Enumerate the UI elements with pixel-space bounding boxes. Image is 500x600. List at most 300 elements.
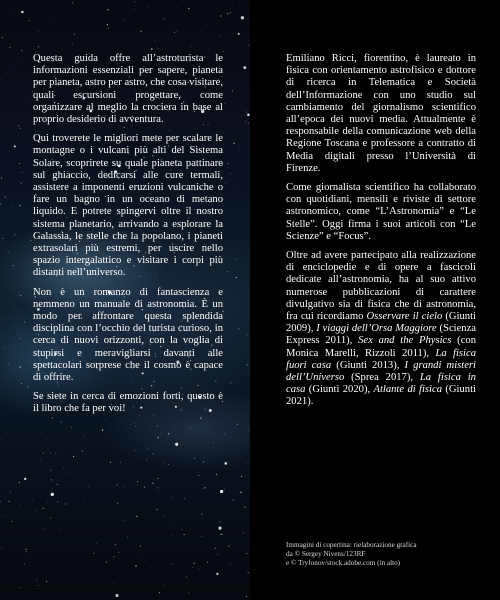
star (19, 163, 20, 164)
star (159, 490, 160, 491)
star (238, 472, 239, 473)
star (224, 103, 225, 104)
star (18, 295, 19, 296)
star (160, 434, 161, 435)
star (21, 349, 22, 350)
star (131, 425, 132, 426)
star (157, 487, 158, 488)
star (134, 450, 135, 451)
star (168, 433, 169, 434)
star (35, 511, 36, 512)
star (83, 435, 84, 436)
star (35, 438, 36, 439)
star (240, 492, 241, 493)
star (150, 596, 151, 597)
star (135, 426, 136, 427)
book-title-1: Osservare il cielo (366, 311, 443, 323)
star (157, 48, 158, 49)
star (171, 497, 172, 498)
star (203, 461, 204, 462)
bio-paragraph-2: Come giornalista scientifico ha collaborato con quotidiani, mensili e riviste di settore astronomico, come “L’Astronomia” e “Le Stelle”. Oggi firma i suoi articoli con “Le Scienze” e “Focus”. (286, 182, 476, 242)
star (147, 448, 148, 449)
star (55, 453, 56, 454)
star (47, 431, 48, 432)
star (236, 259, 237, 260)
star (32, 580, 33, 581)
star (165, 571, 166, 572)
star (230, 173, 231, 174)
star (138, 556, 139, 557)
star (146, 459, 147, 460)
star (238, 328, 239, 329)
star (152, 483, 153, 484)
star (5, 197, 6, 198)
star (10, 492, 11, 493)
star (46, 439, 47, 440)
star (50, 4, 51, 5)
bio-3-sep-2: (Scienza Express 2011), (286, 323, 477, 347)
star (9, 364, 10, 365)
star (1, 248, 2, 249)
star (207, 562, 208, 563)
star (216, 474, 217, 475)
star (224, 489, 225, 490)
star (43, 508, 44, 509)
star (9, 47, 10, 48)
bio-3-sep-7: (Giunti 2021). (286, 384, 476, 408)
star (51, 493, 54, 496)
star (152, 453, 153, 454)
star (29, 242, 30, 243)
star (190, 428, 191, 429)
star (207, 25, 208, 26)
star (28, 103, 29, 104)
star (115, 544, 116, 545)
star (197, 6, 198, 7)
star (248, 22, 249, 23)
star (158, 437, 159, 438)
star (227, 167, 228, 168)
star (220, 521, 221, 522)
star (241, 476, 242, 477)
star (151, 567, 152, 568)
star (243, 66, 246, 69)
star (175, 443, 178, 446)
star (11, 205, 12, 206)
star (166, 40, 167, 41)
star (215, 548, 216, 549)
star (140, 546, 141, 547)
bio-3-sep-5: (Sprea 2017), (344, 372, 420, 384)
star (21, 11, 23, 13)
star (225, 183, 226, 184)
star (227, 13, 228, 14)
star (217, 554, 218, 555)
star (24, 564, 25, 565)
star (59, 529, 60, 530)
star (34, 48, 35, 49)
star (12, 521, 13, 522)
star (113, 583, 114, 584)
star (176, 427, 177, 428)
star (20, 367, 21, 368)
star (36, 579, 37, 580)
credits-line-1: Immagini di copertina: rielaborazione grafica (286, 541, 417, 549)
author-bio (286, 53, 476, 416)
star (118, 552, 119, 553)
star (21, 183, 22, 184)
star (238, 184, 239, 185)
star (5, 348, 6, 349)
star (148, 450, 149, 451)
book-title-5: I grandi misteri dell’Universo (286, 359, 476, 384)
star (38, 46, 39, 47)
star (245, 507, 246, 508)
star (72, 43, 73, 44)
bio-paragraph-1: Emiliano Ricci, fiorentino, è laureato in fisica con orientamento astrofisico e dottore di ricerca in Telematica e Società dell’Informazione con uno studio sul cambiamento del giornalismo scientifico all’epoca dei nuovi media. Attualmente è responsabile della comunicazione web della Regione Toscana e professore a contratto di Media digitali presso l’Università di Firenze. (286, 53, 476, 174)
blurb-paragraph-1: Questa guida offre all’astroturista le informazioni essenziali per sapere, pianeta per pianeta, astro per astro, che cosa visitare, quali escursioni progettare, come organizzare al meglio la crociera in base al proprio desiderio di avventura. (33, 53, 224, 126)
star (1, 177, 2, 178)
star (157, 478, 158, 479)
star (0, 501, 1, 502)
star (174, 514, 175, 515)
star (106, 46, 107, 47)
star (107, 9, 108, 10)
star (73, 456, 74, 457)
star (224, 434, 225, 435)
star (194, 458, 195, 459)
star (20, 505, 21, 506)
star (84, 597, 85, 598)
star (174, 32, 175, 33)
star (246, 596, 247, 597)
star (63, 468, 64, 469)
star (50, 470, 51, 471)
star (172, 563, 173, 564)
star (220, 534, 221, 535)
blurb-paragraph-4: Se siete in cerca di emozioni forti, questo è il libro che fa per voi! (33, 391, 223, 415)
star (50, 517, 51, 518)
star (19, 205, 20, 206)
star (19, 182, 20, 183)
star (50, 452, 51, 453)
credits-line-2: da © Sergey Nivens/123RF (286, 550, 366, 558)
star (107, 24, 108, 25)
star (201, 514, 202, 515)
star (192, 567, 193, 568)
star (21, 50, 22, 51)
star (188, 8, 189, 9)
star (71, 427, 72, 428)
star (223, 51, 224, 52)
star (155, 445, 156, 446)
star (152, 48, 153, 49)
star (14, 309, 15, 310)
star (177, 30, 178, 31)
bio-paragraph-3 (286, 250, 476, 409)
star (135, 565, 136, 566)
star (61, 430, 62, 431)
star (247, 335, 248, 336)
star (57, 484, 58, 485)
star (246, 112, 247, 113)
star (0, 79, 1, 80)
star (10, 540, 11, 541)
star (14, 145, 16, 147)
star (44, 529, 45, 530)
star (137, 481, 138, 482)
star (8, 251, 9, 252)
star (108, 28, 109, 29)
star (2, 37, 3, 38)
star (15, 234, 16, 235)
star (20, 295, 21, 296)
book-title-3: Sex and the Physics (358, 335, 452, 347)
star (144, 487, 145, 488)
book-title-7: Atlante di fisica (373, 384, 443, 396)
star (228, 545, 229, 546)
star (93, 553, 94, 554)
star (22, 172, 23, 173)
star (198, 472, 199, 473)
star (56, 33, 57, 34)
star (57, 501, 58, 502)
star (24, 321, 25, 322)
star (241, 16, 244, 19)
star (116, 484, 117, 485)
star (14, 236, 15, 237)
star (168, 547, 169, 548)
star (20, 128, 21, 129)
star (120, 462, 121, 463)
star (51, 479, 52, 480)
star (82, 451, 83, 452)
star (216, 573, 218, 575)
star (136, 484, 137, 485)
bio-3-intro: Oltre ad avere partecipato alla realizzazione di enciclopedie e di opere a fascicoli dedicate all’astronomia, ha al suo attivo numerose pubblicazioni di carattere divulgativo sia di fisica che di astronomia, fra cui ricordiamo (286, 250, 476, 323)
star (6, 516, 7, 517)
star (13, 265, 14, 266)
star (118, 512, 119, 513)
star (29, 20, 30, 21)
image-credits (286, 541, 486, 568)
star (239, 147, 240, 148)
star (219, 35, 220, 36)
star (13, 9, 14, 10)
star (163, 463, 164, 464)
star (50, 19, 51, 20)
star (8, 65, 9, 66)
star (220, 15, 221, 16)
star (18, 366, 19, 367)
star (96, 543, 97, 544)
star (186, 577, 187, 578)
star (102, 429, 103, 430)
star (141, 31, 142, 32)
star (194, 563, 195, 564)
star (237, 424, 238, 425)
star (218, 527, 221, 530)
star (72, 2, 73, 3)
star (3, 238, 4, 239)
star (32, 499, 33, 500)
star (100, 456, 101, 457)
star (123, 520, 124, 521)
star (117, 465, 118, 466)
star (227, 271, 228, 272)
star (154, 40, 155, 41)
star (110, 462, 111, 463)
star (88, 486, 89, 487)
star (46, 581, 47, 582)
star (233, 499, 234, 500)
star (20, 60, 21, 61)
star (238, 43, 239, 44)
star (38, 585, 39, 586)
blurb-paragraph-2: Qui troverete le migliori mete per scalare le montagne o i vulcani più alti del Sistema Solare, scoprirete su quale pianeta pattinare sul ghiaccio, dedicarsi alle cure termali, assistere a imponenti eruzioni vulcaniche o fare un bagno in un oceano di metano liquido. E potrete spingervi oltre il nostro sistema planetario, arrivando a esplorare la Galassia, le stelle che la popolano, i pianeti extrasolari più estremi, per uscire nello spazio intergalattico e visitare i corpi più distanti nell’universo. (33, 133, 223, 279)
star (29, 293, 30, 294)
star (188, 592, 189, 593)
star (69, 6, 70, 7)
star (245, 121, 246, 122)
star (237, 489, 238, 490)
star (157, 426, 158, 427)
star (238, 33, 240, 35)
star (27, 93, 28, 94)
star (163, 585, 164, 586)
star (65, 504, 66, 505)
star (184, 534, 185, 535)
star (134, 2, 135, 3)
star (248, 123, 249, 124)
star (52, 433, 53, 434)
star (181, 529, 182, 530)
star (19, 587, 20, 588)
star (224, 462, 227, 465)
star (24, 478, 26, 480)
star (220, 490, 223, 493)
star (170, 462, 171, 463)
star (114, 556, 115, 557)
star (2, 469, 3, 470)
star (134, 423, 135, 424)
star (19, 482, 20, 483)
star (1, 547, 2, 548)
star (74, 34, 75, 35)
star (172, 536, 173, 537)
star (168, 464, 169, 465)
star (26, 551, 27, 552)
star (248, 572, 249, 573)
star (191, 46, 192, 47)
star (124, 486, 125, 487)
star (136, 516, 137, 517)
star (248, 373, 249, 374)
book-title-6: La fisica in casa (286, 372, 476, 396)
bio-3-sep-4: (Giunti 2013), (331, 359, 405, 371)
star (39, 458, 40, 459)
star (247, 463, 248, 464)
star (124, 19, 125, 20)
star (83, 502, 84, 503)
book-title-4: La fisica fuori casa (286, 347, 476, 371)
star (244, 506, 245, 507)
star (88, 432, 89, 433)
star (148, 6, 149, 7)
bio-3-sep-3: (con Monica Marelli, Rizzoli 2011), (286, 335, 476, 359)
bio-3-sep-6: (Giunti 2020), (305, 384, 374, 396)
star (170, 517, 171, 518)
star (38, 31, 39, 32)
star (21, 383, 22, 384)
star (47, 502, 48, 503)
star (106, 561, 107, 562)
credits-line-3: e © Tryfonov/stock.adobe.com (in alto) (286, 559, 401, 567)
star (31, 240, 32, 241)
star (230, 563, 231, 564)
star (232, 90, 233, 91)
star (127, 537, 128, 538)
star (20, 338, 21, 339)
star (113, 557, 114, 558)
star (104, 595, 105, 596)
blurb-paragraph-3: Non è un romanzo di fantascienza e nemmeno un manuale di astronomia. È un modo per affrontare questa splendida disciplina con l’occhio del turista curioso, in cerca di nuovi orizzonti, con la voglia di stupirsi e meravigliarsi davanti alle spettacolari sorprese che il cosmo è capace di offrire. (33, 286, 223, 384)
star (9, 501, 10, 502)
book-title-2: I viaggi dell’Orsa Maggiore (316, 323, 437, 335)
star (116, 594, 119, 597)
star (199, 568, 200, 569)
star (247, 553, 248, 554)
star (134, 8, 135, 9)
star (66, 472, 67, 473)
star (114, 40, 115, 41)
star (233, 143, 234, 144)
star (202, 488, 203, 489)
star (28, 386, 29, 387)
star (170, 526, 171, 527)
star (232, 2, 233, 3)
star (247, 364, 248, 365)
star (248, 45, 249, 46)
star (213, 442, 214, 443)
star (164, 516, 165, 517)
star (0, 439, 1, 440)
star (201, 536, 202, 537)
star (230, 12, 231, 13)
star (163, 18, 164, 19)
star (230, 382, 231, 383)
star (156, 509, 157, 510)
star (117, 503, 118, 504)
star (0, 204, 1, 205)
star (182, 0, 183, 1)
star (227, 163, 228, 164)
star (243, 532, 244, 533)
star (222, 534, 223, 535)
star (184, 498, 185, 499)
star (43, 453, 44, 454)
star (204, 487, 205, 488)
star (18, 125, 19, 126)
star (85, 513, 86, 514)
star (159, 592, 160, 593)
blurb-text (33, 53, 223, 423)
star (54, 565, 55, 566)
star (25, 549, 26, 550)
star (198, 475, 199, 476)
bio-3-sep-1: (Giunti 2009), (286, 311, 476, 335)
star (236, 277, 237, 278)
